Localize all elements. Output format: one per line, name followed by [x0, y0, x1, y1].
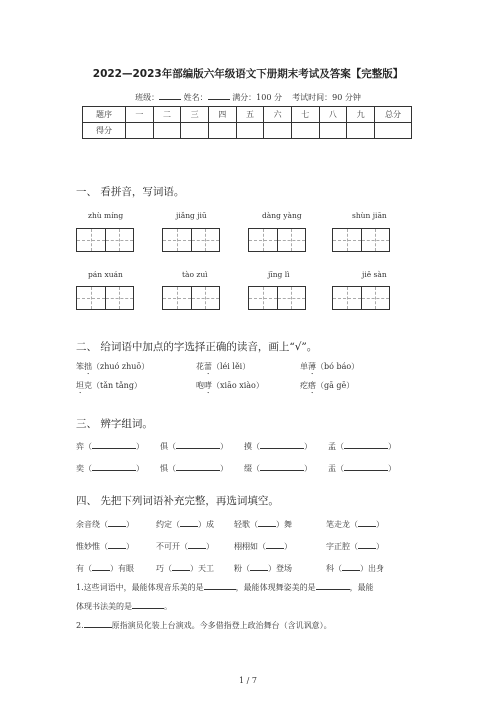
idiom-item[interactable] [76, 518, 134, 530]
char: 疙 [300, 381, 308, 390]
idiom-item[interactable] [326, 562, 384, 574]
question-text: ，最能体现舞姿美的是 [235, 583, 316, 592]
options: （gā gē） [316, 381, 355, 390]
bracket: ） [220, 464, 228, 473]
score-table [82, 106, 412, 139]
idiom-text: 余音绕（ [76, 520, 108, 529]
idiom-text: ）出身 [360, 564, 384, 573]
bracket: ） [136, 464, 144, 473]
options: （zhuó zhuō） [92, 362, 150, 371]
pinyin: tào zuì [182, 270, 208, 279]
writing-grid[interactable] [332, 228, 390, 252]
bracket: ） [388, 464, 396, 473]
score-header-cell: 四 [208, 107, 236, 123]
answer-blank[interactable] [344, 440, 388, 449]
answer-blank[interactable] [172, 562, 190, 571]
idiom-item[interactable] [326, 518, 384, 530]
score-cell[interactable] [375, 123, 412, 139]
idiom-item[interactable] [326, 540, 384, 552]
score-header-cell: 七 [291, 107, 319, 123]
pinyin: dàng yàng [262, 211, 302, 220]
options: （léi lěi） [212, 362, 251, 371]
score-cell[interactable] [153, 123, 181, 139]
score-table-score-row [83, 123, 412, 139]
dotted-char: 坦 [76, 381, 84, 390]
pronunciation-item[interactable] [196, 380, 264, 395]
char: 俱（ [160, 442, 176, 451]
bracket: ） [136, 442, 144, 451]
section-1-title: 一、 看拼音，写词语。 [76, 186, 185, 198]
idiom-text: ） [206, 542, 214, 551]
word-pair[interactable] [244, 462, 312, 474]
word-pair[interactable] [160, 462, 228, 474]
score-header-cell: 二 [153, 107, 181, 123]
idiom-text: 不可开（ [156, 542, 188, 551]
pinyin: pán xuán [88, 270, 123, 279]
score-row-label: 得分 [83, 123, 126, 139]
word-pair[interactable] [244, 440, 312, 452]
score-header-cell: 八 [319, 107, 347, 123]
writing-grid[interactable] [162, 286, 220, 310]
pronunciation-item[interactable] [300, 380, 354, 395]
score-header-cell: 题序 [83, 107, 126, 123]
score-cell[interactable] [208, 123, 236, 139]
char: 弈（ [76, 442, 92, 451]
idiom-text: ）有眼 [110, 564, 134, 573]
question-text: 2. [76, 621, 84, 630]
pinyin: jiǎng jiū [176, 211, 207, 220]
answer-blank[interactable] [84, 619, 112, 628]
answer-blank[interactable] [358, 540, 376, 549]
page-number: 1 / 7 [239, 676, 257, 685]
idiom-text: ） [126, 520, 134, 529]
score-header-cell: 三 [181, 107, 209, 123]
idiom-text: ）成 [198, 520, 214, 529]
idiom-item[interactable] [234, 518, 292, 530]
idiom-text: ）天工 [190, 564, 214, 573]
char: 咆 [196, 381, 204, 390]
idiom-text: 轻歌（ [234, 520, 258, 529]
idiom-text: ）舞 [276, 520, 292, 529]
char: 孟（ [328, 442, 344, 451]
dotted-char: 哮 [204, 381, 212, 390]
answer-blank[interactable] [204, 581, 236, 590]
idiom-item[interactable] [234, 562, 292, 574]
char: 笨 [76, 362, 84, 371]
question-text: 原指演员化装上台演戏。今多借指登上政治舞台（含讥讽意）。 [111, 621, 332, 630]
question-text: ，最能 [349, 583, 374, 592]
answer-blank[interactable] [266, 540, 284, 549]
answer-blank[interactable] [358, 518, 376, 527]
answer-blank[interactable] [188, 540, 206, 549]
writing-grid[interactable] [76, 286, 134, 310]
score-cell[interactable] [347, 123, 375, 139]
char: 花 [196, 362, 204, 371]
idiom-item[interactable] [156, 562, 214, 574]
score-cell[interactable] [264, 123, 292, 139]
answer-blank[interactable] [108, 540, 126, 549]
idiom-text: ） [284, 542, 292, 551]
answer-blank[interactable] [180, 518, 198, 527]
idiom-text: 粉（ [234, 564, 250, 573]
class-blank[interactable] [159, 91, 181, 100]
writing-grid[interactable] [162, 228, 220, 252]
section-4-title: 四、 先把下列词语补充完整，再选词填空。 [76, 495, 279, 507]
options: （xiāo xiào） [212, 381, 264, 390]
dotted-char: 瘩 [308, 381, 316, 390]
pinyin: shùn jiān [352, 211, 387, 220]
idiom-item[interactable] [156, 518, 214, 530]
question-1 [76, 581, 374, 593]
score-header-cell: 一 [126, 107, 154, 123]
writing-grid[interactable] [248, 286, 306, 310]
idiom-text: 约定（ [156, 520, 180, 529]
answer-blank[interactable] [92, 562, 110, 571]
idiom-text: ） [376, 542, 384, 551]
bracket: ） [220, 442, 228, 451]
answer-blank[interactable] [260, 440, 304, 449]
idiom-text: 栩栩如（ [234, 542, 266, 551]
question-1-cont [76, 600, 172, 612]
answer-blank[interactable] [92, 440, 136, 449]
score-cell[interactable] [181, 123, 209, 139]
pinyin: jiě sàn [362, 270, 387, 279]
writing-grid[interactable] [76, 228, 134, 252]
char: 奕（ [76, 464, 92, 473]
word-pair[interactable] [160, 440, 228, 452]
word-pair[interactable] [328, 462, 396, 474]
exam-meta [0, 91, 496, 103]
idiom-item[interactable] [156, 540, 214, 552]
score-table-header-row [83, 107, 412, 123]
score-cell[interactable] [319, 123, 347, 139]
dotted-char: 薄 [308, 362, 316, 371]
writing-grid[interactable] [332, 286, 390, 310]
options: 克（tǎn tǎng） [84, 381, 142, 390]
char: 摸（ [244, 442, 260, 451]
score-cell[interactable] [291, 123, 319, 139]
word-pair[interactable] [328, 440, 396, 452]
score-label: 满分：100 分 [232, 93, 282, 102]
writing-grid[interactable] [248, 228, 306, 252]
idiom-text: 笔走龙（ [326, 520, 358, 529]
pinyin: zhù míng [88, 211, 124, 220]
word-pair[interactable] [76, 462, 144, 474]
score-cell[interactable] [126, 123, 154, 139]
bracket: ） [388, 442, 396, 451]
time-label: 考试时间：90 分钟 [292, 93, 361, 102]
section-2-title: 二、 给词语中加点的字选择正确的读音，画上“√”。 [76, 341, 318, 353]
answer-blank[interactable] [92, 462, 136, 471]
pronunciation-item[interactable] [76, 380, 142, 395]
question-text: 体现书法美的是 [76, 602, 132, 611]
idiom-text: 惟妙惟（ [76, 542, 108, 551]
idiom-text: 巧（ [156, 564, 172, 573]
page-title: 2022—2023年部编版六年级语文下册期末考试及答案【完整版】 [92, 68, 404, 80]
pronunciation-item[interactable] [196, 361, 250, 376]
answer-blank[interactable] [132, 600, 164, 609]
answer-blank[interactable] [342, 562, 360, 571]
pinyin: jīng lì [268, 270, 290, 279]
idiom-text: ） [126, 542, 134, 551]
class-label: 班级： [135, 93, 160, 102]
idiom-item[interactable] [76, 562, 134, 574]
score-header-cell: 九 [347, 107, 375, 123]
options: （bó báo） [316, 362, 360, 371]
answer-blank[interactable] [176, 440, 220, 449]
section-3-title: 三、 辨字组词。 [76, 418, 153, 430]
char: 单 [300, 362, 308, 371]
idiom-item[interactable] [234, 540, 292, 552]
idiom-text: 科（ [326, 564, 342, 573]
score-header-cell: 六 [264, 107, 292, 123]
answer-blank[interactable] [176, 462, 220, 471]
question-text: 。 [164, 602, 172, 611]
idiom-text: 有（ [76, 564, 92, 573]
dotted-char: 拙 [84, 362, 92, 371]
answer-blank[interactable] [344, 462, 388, 471]
score-cell[interactable] [236, 123, 264, 139]
answer-blank[interactable] [316, 581, 350, 590]
word-pair[interactable] [76, 440, 144, 452]
score-header-cell: 五 [236, 107, 264, 123]
char: 缀（ [244, 464, 260, 473]
name-blank[interactable] [208, 91, 230, 100]
question-2 [76, 619, 332, 631]
bracket: ） [304, 442, 312, 451]
pronunciation-item[interactable] [76, 361, 149, 376]
answer-blank[interactable] [258, 518, 276, 527]
answer-blank[interactable] [250, 562, 268, 571]
idiom-text: ）登场 [268, 564, 292, 573]
answer-blank[interactable] [260, 462, 304, 471]
idiom-text: 字正腔（ [326, 542, 358, 551]
idiom-item[interactable] [76, 540, 134, 552]
char: 盂（ [328, 464, 344, 473]
dotted-char: 蕾 [204, 362, 212, 371]
name-label: 姓名： [183, 93, 208, 102]
bracket: ） [304, 464, 312, 473]
score-header-cell: 总分 [375, 107, 412, 123]
question-text: 1.这些词语中，最能体现音乐美的是 [76, 583, 204, 592]
pronunciation-item[interactable] [300, 361, 359, 376]
char: 惧（ [160, 464, 176, 473]
answer-blank[interactable] [108, 518, 126, 527]
idiom-text: ） [376, 520, 384, 529]
